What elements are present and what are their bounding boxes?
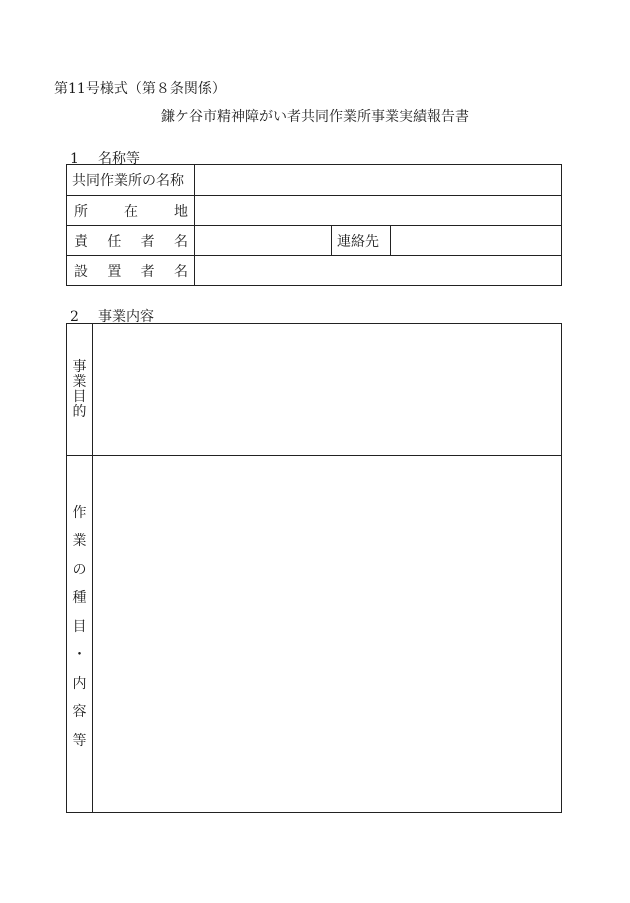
workshop-name-label: 共同作業所の名称 <box>67 165 195 195</box>
founder-name-label: 設 置 者 名 <box>67 256 195 285</box>
form-number-label: 第11号様式（第８条関係） <box>54 81 226 97</box>
work-content-label: 作 業 の 種 目 ・ 内 容 等 <box>67 456 93 812</box>
manager-name-label: 責 任 者 名 <box>67 226 195 255</box>
section-2-number: 2 <box>70 309 79 325</box>
section-1-title: 名称等 <box>98 151 140 167</box>
location-field[interactable] <box>195 196 561 225</box>
row-manager <box>67 226 561 256</box>
row-work-content <box>67 456 561 812</box>
row-business-purpose <box>67 324 561 456</box>
name-info-table <box>66 164 562 286</box>
row-founder <box>67 256 561 285</box>
document-title: 鎌ケ谷市精神障がい者共同作業所事業実績報告書 <box>161 109 469 125</box>
business-purpose-field[interactable] <box>93 324 561 455</box>
contact-label: 連絡先 <box>331 226 391 255</box>
row-location <box>67 196 561 226</box>
row-workshop-name <box>67 165 561 196</box>
workshop-name-field[interactable] <box>195 165 561 195</box>
business-purpose-label: 事 業 目 的 <box>67 324 93 455</box>
business-content-table <box>66 323 562 813</box>
location-label: 所 在 地 <box>67 196 195 225</box>
work-content-field[interactable] <box>93 456 561 812</box>
section-2-title: 事業内容 <box>98 309 154 325</box>
founder-name-field[interactable] <box>195 256 561 285</box>
section-1-number: 1 <box>70 151 79 167</box>
contact-field[interactable] <box>391 226 561 255</box>
